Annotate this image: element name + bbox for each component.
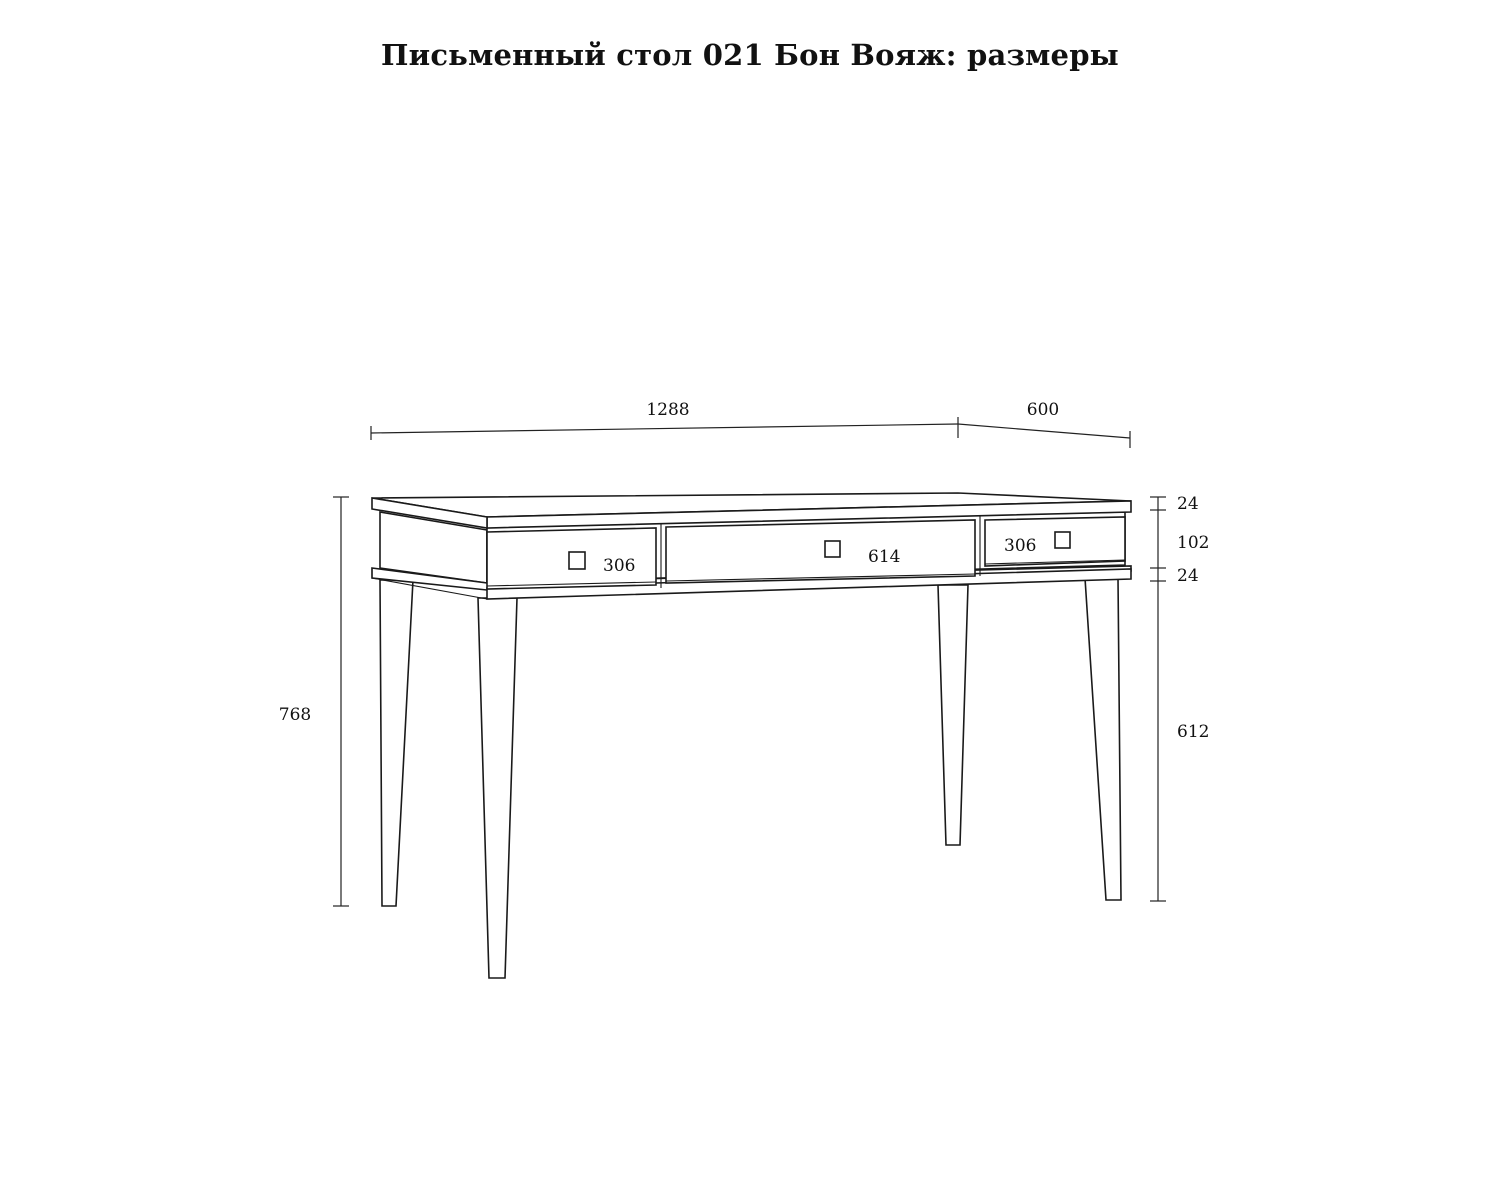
leg-front-right — [1085, 578, 1121, 900]
drawer-height-label: 102 — [1177, 533, 1210, 553]
leg-back-left — [380, 580, 413, 906]
leg-height-label: 612 — [1177, 722, 1210, 742]
width-label: 1288 — [646, 400, 690, 420]
drawer-left-width-label: 306 — [603, 556, 636, 576]
drawer-center — [666, 520, 975, 583]
dimension-lines — [333, 417, 1166, 906]
rail-thickness-label: 24 — [1177, 566, 1199, 586]
drawer-center-width-label: 614 — [868, 547, 901, 567]
drawer-right-width-label: 306 — [1004, 536, 1037, 556]
legs — [380, 578, 1121, 978]
drawer-left-handle-icon — [569, 552, 585, 569]
depth-label: 600 — [1026, 400, 1060, 420]
page-title: Письменный стол 021 Бон Вояж: размеры — [381, 38, 1119, 72]
top-thickness-label: 24 — [1177, 494, 1199, 514]
leg-front-left — [478, 598, 517, 978]
height-total-label: 768 — [278, 705, 312, 725]
drawer-center-handle-icon — [825, 541, 840, 557]
leg-back-right — [938, 585, 968, 845]
drawer-right-handle-icon — [1055, 532, 1070, 548]
